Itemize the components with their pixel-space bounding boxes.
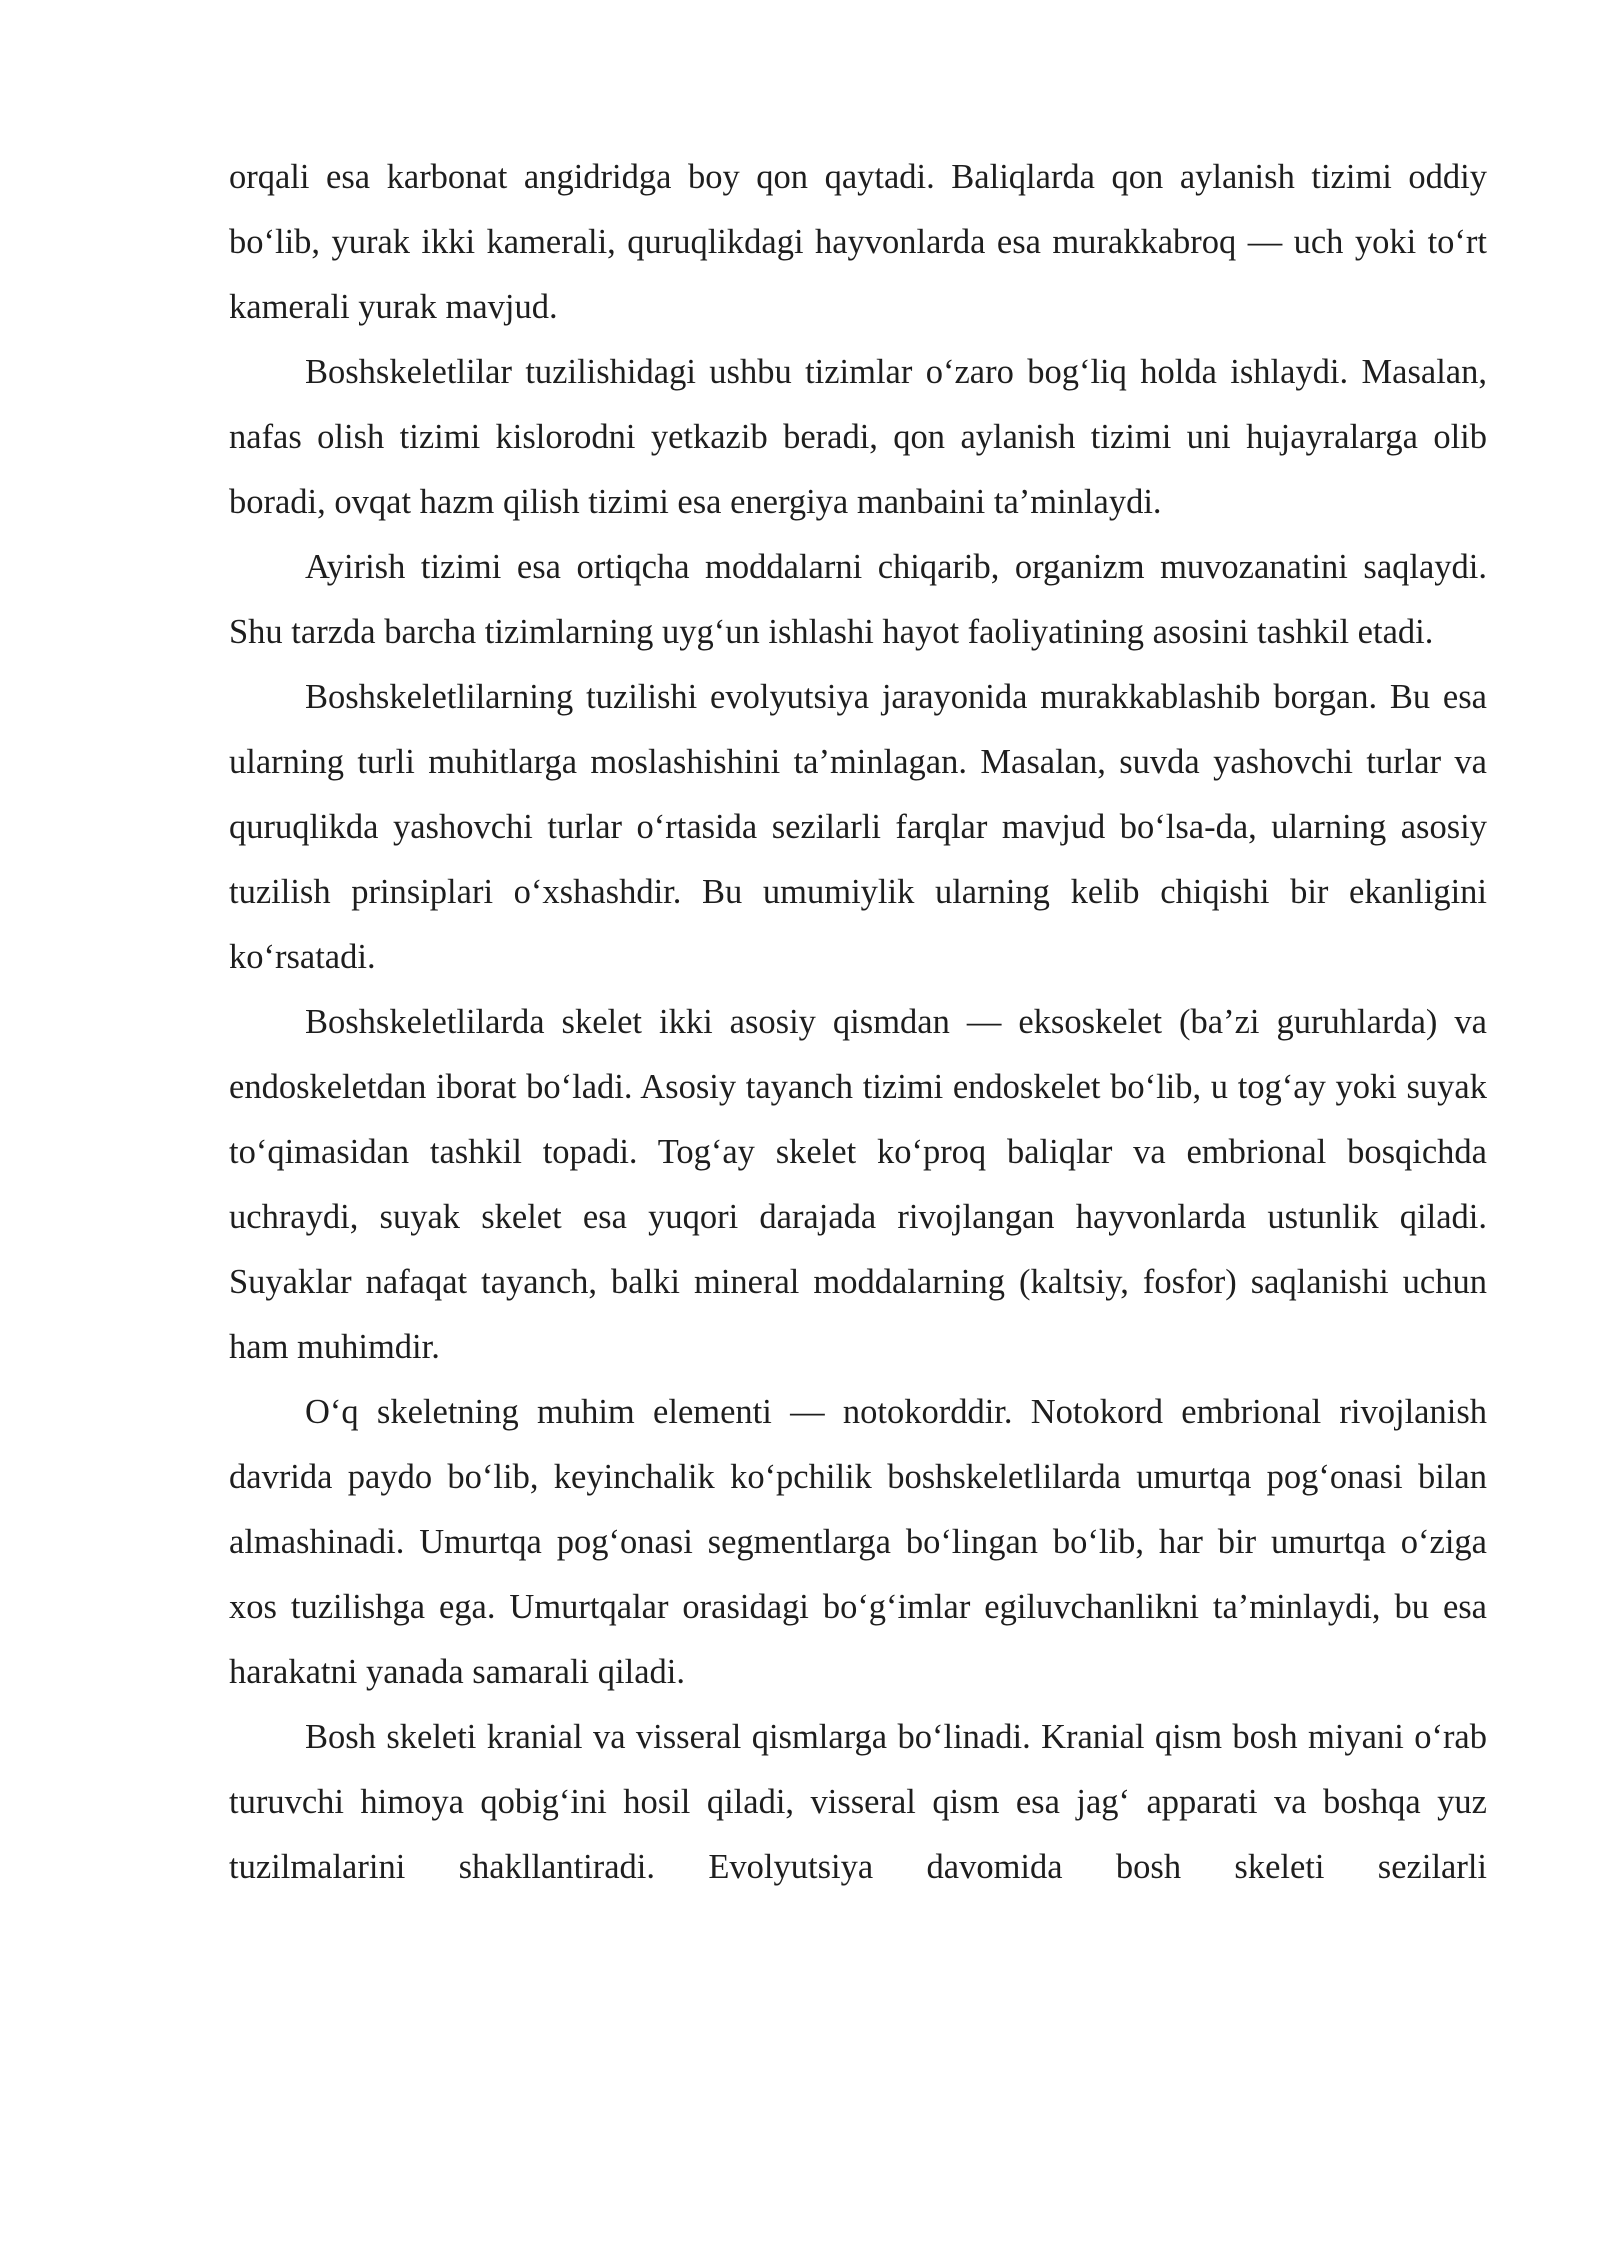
paragraph: O‘q skeletning muhim elementi — notokorddir. Notokord embrional rivojlanish davrida paydo bo‘lib, keyinchalik ko‘pchilik boshskeletlilarda umurtqa pog‘onasi bilan almashinadi. Umurtqa pog‘onasi segmentlarga bo‘lingan bo‘lib, har bir umurtqa o‘ziga xos tuzilishga ega. Umurtqalar orasidagi bo‘g‘imlar egiluvchanlikni ta’minlaydi, bu esa harakatni yanada samarali qiladi. xyxy=(229,1393,1487,1691)
paragraph: Boshskeletlilarda skelet ikki asosiy qismdan — eksoskelet (ba’zi guruhlarda) va endoskeletdan iborat bo‘ladi. Asosiy tayanch tizimi endoskelet bo‘lib, u tog‘ay yoki suyak to‘qimasidan tashkil topadi. Tog‘ay skelet ko‘proq baliqlar va embrional bosqichda uchraydi, suyak skelet esa yuqori darajada rivojlangan hayvonlarda ustunlik qiladi. Suyaklar nafaqat tayanch, balki mineral moddalarning (kaltsiy, fosfor) saqlanishi uchun ham muhimdir. xyxy=(229,1003,1487,1366)
document-page xyxy=(229,145,1487,1900)
paragraph-last: Bosh skeleti kranial va visseral qismlarga bo‘linadi. Kranial qism bosh miyani o‘rab turuvchi himoya qobig‘ini hosil qiladi, visseral qism esa jag‘ apparati va boshqa yuz tuzilmalarini shakllantiradi. Evolyutsiya davomida bosh skeleti sezilarli xyxy=(229,1718,1487,1886)
paragraph: Ayirish tizimi esa ortiqcha moddalarni chiqarib, organizm muvozanatini saqlaydi. Shu tarzda barcha tizimlarning uyg‘un ishlashi hayot faoliyatining asosini tashkil etadi. xyxy=(229,548,1487,651)
paragraph: Boshskeletlilarning tuzilishi evolyutsiya jarayonida murakkablashib borgan. Bu esa ularning turli muhitlarga moslashishini ta’minlagan. Masalan, suvda yashovchi turlar va quruqlikda yashovchi turlar o‘rtasida sezilarli farqlar mavjud bo‘lsa-da, ularning asosiy tuzilish prinsiplari o‘xshashdir. Bu umumiylik ularning kelib chiqishi bir ekanligini ko‘rsatadi. xyxy=(229,678,1487,976)
paragraph: Boshskeletlilar tuzilishidagi ushbu tizimlar o‘zaro bog‘liq holda ishlaydi. Masalan, nafas olish tizimi kislorodni yetkazib beradi, qon aylanish tizimi uni hujayralarga olib boradi, ovqat hazm qilish tizimi esa energiya manbaini ta’minlaydi. xyxy=(229,353,1487,521)
paragraph: orqali esa karbonat angidridga boy qon qaytadi. Baliqlarda qon aylanish tizimi oddiy bo‘lib, yurak ikki kamerali, quruqlikdagi hayvonlarda esa murakkabroq — uch yoki to‘rt kamerali yurak mavjud. xyxy=(229,158,1487,326)
